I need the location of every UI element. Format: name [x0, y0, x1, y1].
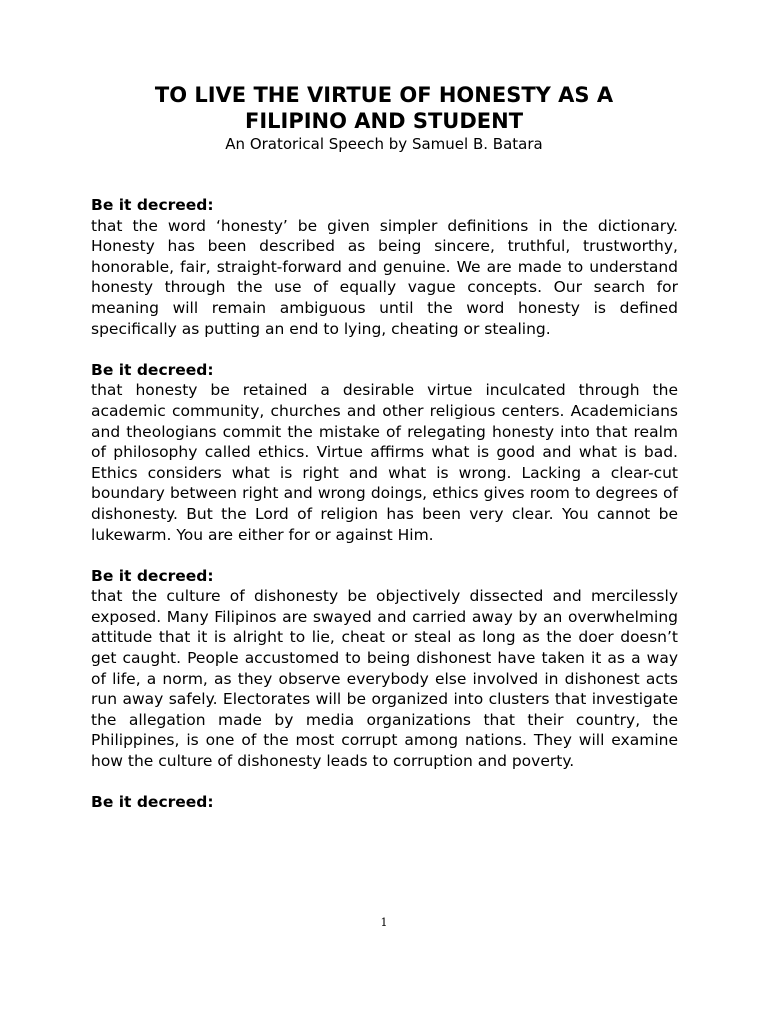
- decree-paragraph: that the culture of dishonesty be objectively dissected and mercilessly exposed. Many Filipinos are swayed and carried away by an overwhelming attitude that it is alright to lie, cheat or steal as long as the doer doesn’t get caught. People accustomed to being dishonest have taken it as a way of life, a norm, as they observe everybody else involved in dishonest acts run away safely. Electorates will be organized into clusters that investigate the allegation made by media organizations that their country, the Philippines, is one of the most corrupt among nations. They will examine how the culture of dishonesty leads to corruption and poverty.: [91, 587, 678, 771]
- document-subtitle: An Oratorical Speech by Samuel B. Batara: [225, 135, 543, 153]
- document-body: [91, 195, 678, 833]
- title-line-1: TO LIVE THE VIRTUE OF HONESTY AS A: [154, 83, 614, 107]
- decree-heading: Be it decreed:: [91, 793, 214, 812]
- decree-section-2: [91, 360, 678, 545]
- decree-section-4: [91, 792, 678, 813]
- document-title: [0, 82, 768, 134]
- decree-heading: Be it decreed:: [91, 360, 214, 379]
- decree-heading: Be it decreed:: [91, 566, 214, 585]
- decree-section-3: [91, 566, 678, 772]
- decree-section-1: [91, 195, 678, 339]
- page-number: 1: [380, 916, 388, 929]
- title-line-2: FILIPINO AND STUDENT: [244, 109, 524, 133]
- decree-paragraph: that the word ‘honesty’ be given simpler definitions in the dictionary. Honesty has been described as being sincere, truthful, trustworthy, honorable, fair, straight-forward and genuine. We are made to understand honesty through the use of equally vague concepts. Our search for meaning will remain ambiguous until the word honesty is defined specifically as putting an end to lying, cheating or stealing.: [91, 216, 678, 338]
- decree-paragraph: that honesty be retained a desirable virtue inculcated through the academic community, churches and other religious centers. Academicians and theologians commit the mistake of relegating honesty into that realm of philosophy called ethics. Virtue affirms what is good and what is bad. Ethics considers what is right and what is wrong. Lacking a clear-cut boundary between right and wrong doings, ethics gives room to degrees of dishonesty. But the Lord of religion has been very clear. You cannot be lukewarm. You are either for or against Him.: [91, 381, 678, 544]
- decree-heading: Be it decreed:: [91, 196, 214, 214]
